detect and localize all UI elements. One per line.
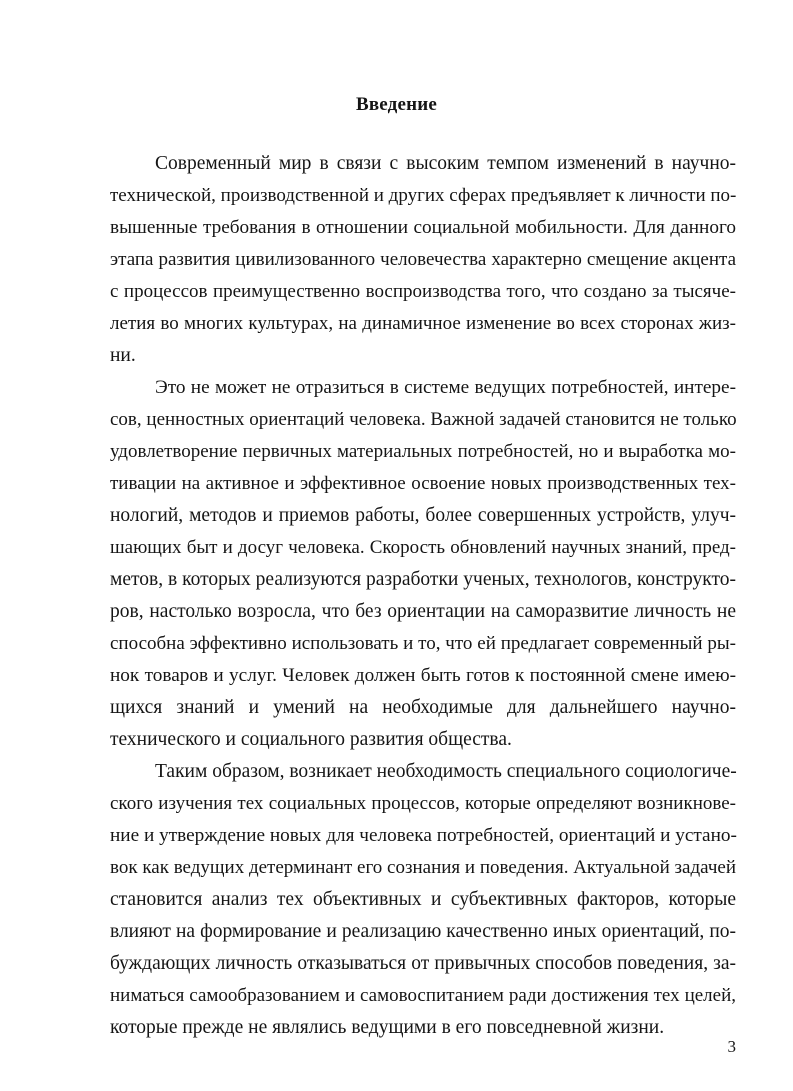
text-line: ского изучения тех социальных процессов, которые определяют возникнове- [110,793,736,814]
text-line: нологий, методов и приемов работы, более совершенных устройств, улуч- [110,505,736,526]
text-line: нок товаров и услуг. Человек должен быть готов к постоянной смене имею- [110,665,736,686]
text-line: шающих быт и досуг человека. Скорость обновлений научных знаний, пред- [110,537,736,558]
text-line: ров, настолько возросла, что без ориентации на саморазвитие личность не [110,601,736,622]
page-number: 3 [727,1037,736,1056]
text-line: становится анализ тех объективных и субъективных факторов, которые [110,889,736,910]
text-line: тивации на активное и эффективное освоение новых производственных тех- [110,473,736,494]
text-line: буждающих личность отказываться от привычных способов поведения, за- [110,953,736,974]
text-line: ниматься самообразованием и самовоспитанием ради достижения тех целей, [110,985,736,1006]
text-line: вок как ведущих детерминант его сознания и поведения. Актуальной задачей [110,857,736,878]
text-line: Это не может не отразиться в системе ведущих потребностей, интере- [155,377,736,398]
text-line: технической, производственной и других сферах предъявляет к личности по- [110,185,737,206]
text-line: этапа развития цивилизованного человечества характерно смещение акцента [110,249,736,270]
text-line: щихся знаний и умений на необходимые для дальнейшего научно- [110,697,736,718]
text-line: летия во многих культурах, на динамичное изменение во всех сторонах жиз- [110,313,736,334]
text-line: ни. [110,345,136,366]
text-line: сов, ценностных ориентаций человека. Важной задачей становится не только [110,409,737,430]
document-title: Введение [355,94,438,115]
text-line: метов, в которых реализуются разработки ученых, технологов, конструкто- [110,569,736,590]
text-line: ние и утверждение новых для человека потребностей, ориентаций и устано- [110,825,737,846]
text-line: Таким образом, возникает необходимость специального социологиче- [155,761,737,782]
text-line: технического и социального развития общества. [110,729,512,750]
text-line: способна эффективно использовать и то, что ей предлагает современный ры- [110,633,736,654]
text-line: удовлетворение первичных материальных потребностей, но и выработка мо- [110,441,736,462]
text-line: Современный мир в связи с высоким темпом изменений в научно- [155,153,736,174]
text-line: которые прежде не являлись ведущими в его повседневной жизни. [110,1017,665,1038]
text-line: с процессов преимущественно воспроизводства того, что создано за тысяче- [110,281,736,302]
text-line: влияют на формирование и реализацию качественно иных ориентаций, по- [110,921,736,942]
text-line: вышенные требования в отношении социальной мобильности. Для данного [110,217,736,238]
